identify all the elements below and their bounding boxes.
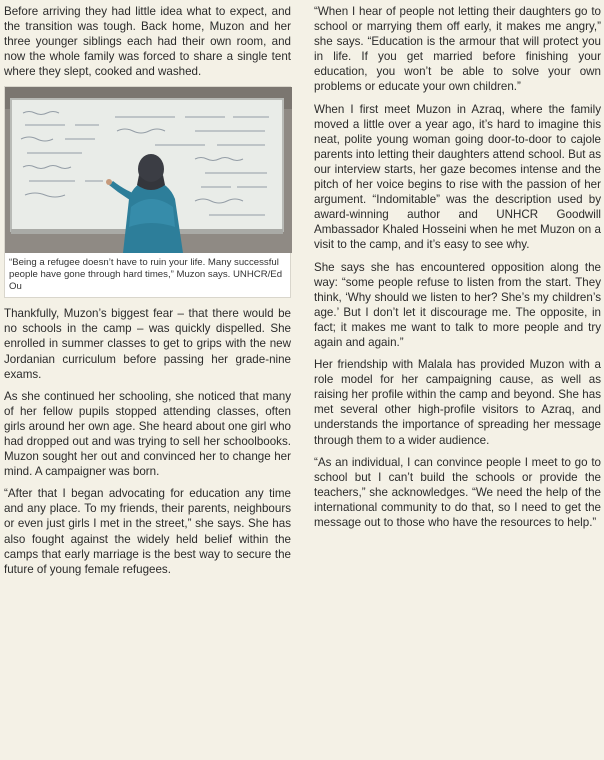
paragraph: Thankfully, Muzon’s biggest fear – that there would be no schools in the camp – was quickly dispelled. She enrolled in summer classes to get to grips with the new Jordanian curriculum before passing her grade-nine exams. <box>4 307 291 381</box>
paragraph: When I first meet Muzon in Azraq, where the family moved a little over a year ago, it’s hard to imagine this neat, polite young woman going door-to-door to cajole parents into letting their daughters attend school. But as our interview starts, her gaze becomes intense and the pitch of her voice begins to rise with the passion of her argument. “Indomitable” was the description used by award-winning author and UNHCR Goodwill Ambassador Khaled Hosseini when he met Muzon on a visit to the camp, and it’s easy to see why. <box>314 102 601 252</box>
photo-caption: “Being a refugee doesn’t have to ruin your life. Many successful people have gone through hard times,” Muzon says. UNHCR/Ed Ou <box>9 257 283 292</box>
paragraph: “After that I began advocating for education any time and any place. To my friends, their parents, neighbours or even just girls I met in the street,” she says. She has also fought against the widely held belief within the camps that early marriage is the best way to secure the future of young female refugees. <box>4 487 291 576</box>
classroom-photo <box>5 87 292 253</box>
paragraph: “As an individual, I can convince people I meet to go to school but I can’t build the schools or provide the teachers,” she acknowledges. “We need the help of the international community to do that, so I need to get the message out to those who have the resources to help.” <box>314 455 601 529</box>
paragraph: She says she has encountered opposition along the way: “some people refuse to listen from the start. They think, ‘Why should we listen to her? She’s my children’s age.’ But I don’t let it discourage me. The opposite, in fact; it makes me want to talk to more people and try again and again.” <box>314 260 601 349</box>
right-column <box>314 4 601 537</box>
left-column <box>4 4 291 584</box>
paragraph: “When I hear of people not letting their daughters go to school or marrying them off early, it makes me angry,” she says. “Education is the armour that will protect you in life. If you get married before finishing your education, you won’t be able to solve your own problems or educate your own children.” <box>314 5 601 94</box>
paragraph: Her friendship with Malala has provided Muzon with a role model for her campaigning cause, as well as raising her profile within the camp and beyond. She has met several other high-profile visitors to Azraq, and understands the importance of spreading her message through them to a wider audience. <box>314 358 601 447</box>
paragraph: Before arriving they had little idea what to expect, and the transition was tough. Back home, Muzon and her three younger siblings each had their own room, and now the whole family was forced to share a single tent where they slept, cooked and washed. <box>4 5 291 79</box>
photo-figure <box>4 86 291 298</box>
paragraph: As she continued her schooling, she noticed that many of her fellow pupils stopped attending classes, often girls around her own age. She heard about one girl who had dropped out and was trying to sell her schoolbooks. Muzon sought her out and convinced her to change her mind. A campaigner was born. <box>4 389 291 479</box>
